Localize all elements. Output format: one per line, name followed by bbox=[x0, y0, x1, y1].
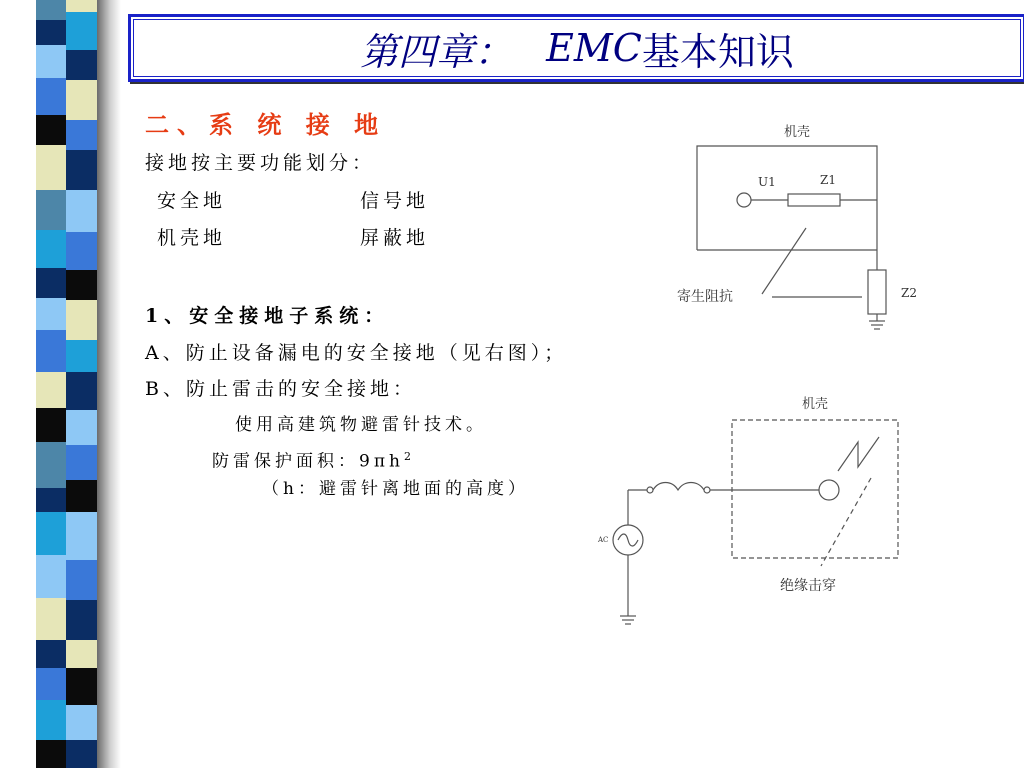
decorative-stripe-left bbox=[36, 0, 66, 768]
protection-area-label: 防雷保护面积：9πh bbox=[212, 451, 404, 472]
ground-type-signal: 信号地 bbox=[360, 190, 430, 212]
ground-type-safety: 安全地 bbox=[157, 190, 227, 212]
protection-area-exponent: 2 bbox=[403, 450, 411, 463]
title-topic-cn: 基本知识 bbox=[641, 29, 794, 74]
breakdown-label: 绝缘击穿 bbox=[780, 578, 836, 594]
decorative-stripe-right bbox=[66, 0, 97, 768]
point-b: B、防止雷击的安全接地： bbox=[145, 378, 416, 400]
leakage-chassis-label: 机壳 bbox=[783, 125, 811, 140]
decorative-stripe-shadow bbox=[97, 0, 121, 768]
parasitic-diagonal bbox=[762, 228, 806, 294]
impedance-z2 bbox=[868, 270, 886, 314]
breakdown-diagram bbox=[585, 392, 915, 632]
impedance-z2-label: Z2 bbox=[901, 286, 917, 300]
lightning-technique: 使用高建筑物避雷针技术。 bbox=[235, 415, 487, 435]
breakdown-path bbox=[821, 478, 871, 566]
slide-title bbox=[133, 19, 1021, 77]
ac-source-icon bbox=[613, 525, 643, 555]
title-topic-latin: EMC bbox=[546, 26, 642, 70]
ground-symbol-icon bbox=[620, 616, 636, 624]
subsection-title: 1、安全接地子系统： bbox=[145, 305, 390, 327]
height-note: （h：避雷针离地面的高度） bbox=[262, 479, 529, 499]
ground-symbol-icon bbox=[869, 321, 885, 329]
device-terminal bbox=[819, 480, 839, 500]
section-heading: 二、系 统 接 地 bbox=[145, 110, 387, 139]
parasitic-label: 寄生阻抗 bbox=[677, 289, 733, 305]
title-chapter: 第四章： bbox=[360, 29, 513, 74]
fuse-icon bbox=[647, 483, 710, 494]
leakage-diagram bbox=[660, 115, 940, 340]
protection-area bbox=[212, 446, 411, 473]
point-a: A、防止设备漏电的安全接地（见右图）； bbox=[145, 342, 568, 364]
ground-type-chassis: 机壳地 bbox=[157, 227, 227, 249]
source-u1-label: U1 bbox=[758, 175, 776, 189]
source-u1-terminal bbox=[737, 193, 751, 207]
impedance-z1 bbox=[788, 194, 840, 206]
breakdown-spark-icon bbox=[838, 437, 879, 471]
impedance-z1-label: Z1 bbox=[820, 173, 836, 187]
ac-source-label: AC bbox=[598, 536, 609, 544]
breakdown-chassis-label: 机壳 bbox=[801, 397, 829, 412]
title-box bbox=[128, 14, 1024, 82]
ground-type-shield: 屏蔽地 bbox=[360, 227, 430, 249]
intro-text: 接地按主要功能划分： bbox=[145, 152, 376, 174]
chassis-outline bbox=[697, 146, 877, 270]
chassis-dashed-outline bbox=[732, 420, 898, 558]
